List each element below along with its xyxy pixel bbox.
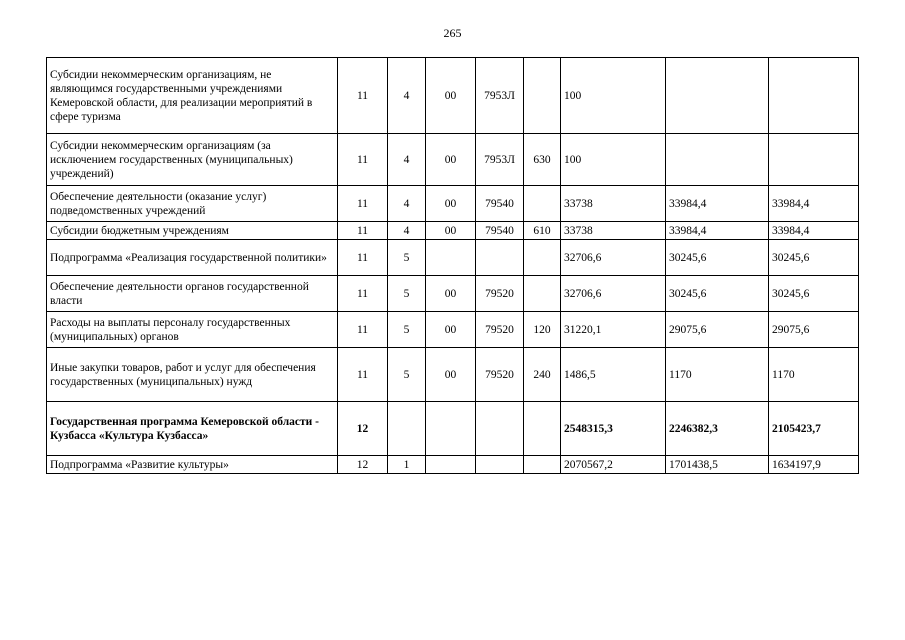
cell-code-4 [476, 402, 524, 456]
row-name: Государственная программа Кемеровской области - Кузбасса «Культура Кузбасса» [47, 402, 338, 456]
cell-code-2: 5 [388, 276, 426, 312]
cell-value-2: 1170 [666, 348, 769, 402]
cell-value-3: 30245,6 [769, 276, 859, 312]
cell-value-2: 33984,4 [666, 222, 769, 240]
table-row [47, 240, 859, 276]
cell-value-2: 30245,6 [666, 276, 769, 312]
cell-code-1: 11 [338, 276, 388, 312]
cell-code-3: 00 [426, 134, 476, 186]
cell-code-1: 11 [338, 134, 388, 186]
cell-value-2: 30245,6 [666, 240, 769, 276]
row-name: Расходы на выплаты персоналу государственных (муниципальных) органов [47, 312, 338, 348]
cell-value-1: 2548315,3 [561, 402, 666, 456]
cell-code-3 [426, 240, 476, 276]
row-name: Подпрограмма «Реализация государственной политики» [47, 240, 338, 276]
cell-value-2 [666, 134, 769, 186]
cell-value-1: 33738 [561, 186, 666, 222]
cell-code-4: 79540 [476, 186, 524, 222]
cell-value-2: 2246382,3 [666, 402, 769, 456]
cell-value-2: 29075,6 [666, 312, 769, 348]
table-row [47, 134, 859, 186]
table-row [47, 58, 859, 134]
cell-value-1: 32706,6 [561, 276, 666, 312]
cell-code-3 [426, 456, 476, 474]
row-name: Субсидии некоммерческим организациям, не являющимся государственными учреждениями Кемеровской области, для реализации мероприятий в сфере туризма [47, 58, 338, 134]
cell-value-3: 33984,4 [769, 186, 859, 222]
cell-code-2: 5 [388, 348, 426, 402]
row-name: Субсидии бюджетным учреждениям [47, 222, 338, 240]
cell-value-3 [769, 134, 859, 186]
cell-code-4: 79520 [476, 276, 524, 312]
cell-code-3: 00 [426, 58, 476, 134]
cell-value-1: 32706,6 [561, 240, 666, 276]
cell-code-5 [524, 186, 561, 222]
cell-code-5 [524, 402, 561, 456]
cell-code-5 [524, 240, 561, 276]
cell-code-3: 00 [426, 186, 476, 222]
cell-code-3: 00 [426, 348, 476, 402]
table-row [47, 186, 859, 222]
table-row [47, 402, 859, 456]
cell-code-5 [524, 276, 561, 312]
cell-value-3: 1634197,9 [769, 456, 859, 474]
cell-value-3: 2105423,7 [769, 402, 859, 456]
cell-value-2: 33984,4 [666, 186, 769, 222]
cell-code-2: 5 [388, 312, 426, 348]
cell-value-1: 1486,5 [561, 348, 666, 402]
cell-code-5: 120 [524, 312, 561, 348]
cell-code-3: 00 [426, 276, 476, 312]
cell-value-1: 100 [561, 58, 666, 134]
cell-code-1: 11 [338, 240, 388, 276]
cell-code-4: 79520 [476, 348, 524, 402]
cell-value-2 [666, 58, 769, 134]
cell-code-2: 4 [388, 222, 426, 240]
cell-code-4: 7953Л [476, 58, 524, 134]
cell-code-1: 12 [338, 456, 388, 474]
table-row [47, 222, 859, 240]
cell-code-2: 1 [388, 456, 426, 474]
cell-value-2: 1701438,5 [666, 456, 769, 474]
cell-value-3: 30245,6 [769, 240, 859, 276]
cell-code-1: 11 [338, 222, 388, 240]
cell-code-2: 5 [388, 240, 426, 276]
budget-table [46, 57, 859, 474]
cell-code-4 [476, 240, 524, 276]
row-name: Подпрограмма «Развитие культуры» [47, 456, 338, 474]
cell-value-1: 2070567,2 [561, 456, 666, 474]
cell-code-4: 7953Л [476, 134, 524, 186]
cell-code-3 [426, 402, 476, 456]
row-name: Обеспечение деятельности органов государственной власти [47, 276, 338, 312]
row-name: Обеспечение деятельности (оказание услуг) подведомственных учреждений [47, 186, 338, 222]
cell-code-2: 4 [388, 58, 426, 134]
table-row [47, 456, 859, 474]
cell-value-3: 33984,4 [769, 222, 859, 240]
row-name: Субсидии некоммерческим организациям (за исключением государственных (муниципальных) учреждений) [47, 134, 338, 186]
cell-code-1: 11 [338, 348, 388, 402]
cell-code-4: 79520 [476, 312, 524, 348]
row-name: Иные закупки товаров, работ и услуг для обеспечения государственных (муниципальных) нужд [47, 348, 338, 402]
cell-code-5 [524, 58, 561, 134]
table-row [47, 348, 859, 402]
cell-code-1: 12 [338, 402, 388, 456]
cell-code-5: 610 [524, 222, 561, 240]
cell-code-4: 79540 [476, 222, 524, 240]
cell-code-3: 00 [426, 312, 476, 348]
table-row [47, 312, 859, 348]
cell-code-5 [524, 456, 561, 474]
cell-code-4 [476, 456, 524, 474]
cell-code-1: 11 [338, 58, 388, 134]
page-number: 265 [443, 26, 462, 40]
cell-value-3: 29075,6 [769, 312, 859, 348]
cell-code-2 [388, 402, 426, 456]
cell-value-1: 33738 [561, 222, 666, 240]
cell-code-5: 240 [524, 348, 561, 402]
cell-code-1: 11 [338, 312, 388, 348]
cell-code-2: 4 [388, 134, 426, 186]
cell-code-5: 630 [524, 134, 561, 186]
cell-code-2: 4 [388, 186, 426, 222]
cell-code-3: 00 [426, 222, 476, 240]
table-row [47, 276, 859, 312]
cell-code-1: 11 [338, 186, 388, 222]
cell-value-3: 1170 [769, 348, 859, 402]
cell-value-3 [769, 58, 859, 134]
cell-value-1: 100 [561, 134, 666, 186]
cell-value-1: 31220,1 [561, 312, 666, 348]
